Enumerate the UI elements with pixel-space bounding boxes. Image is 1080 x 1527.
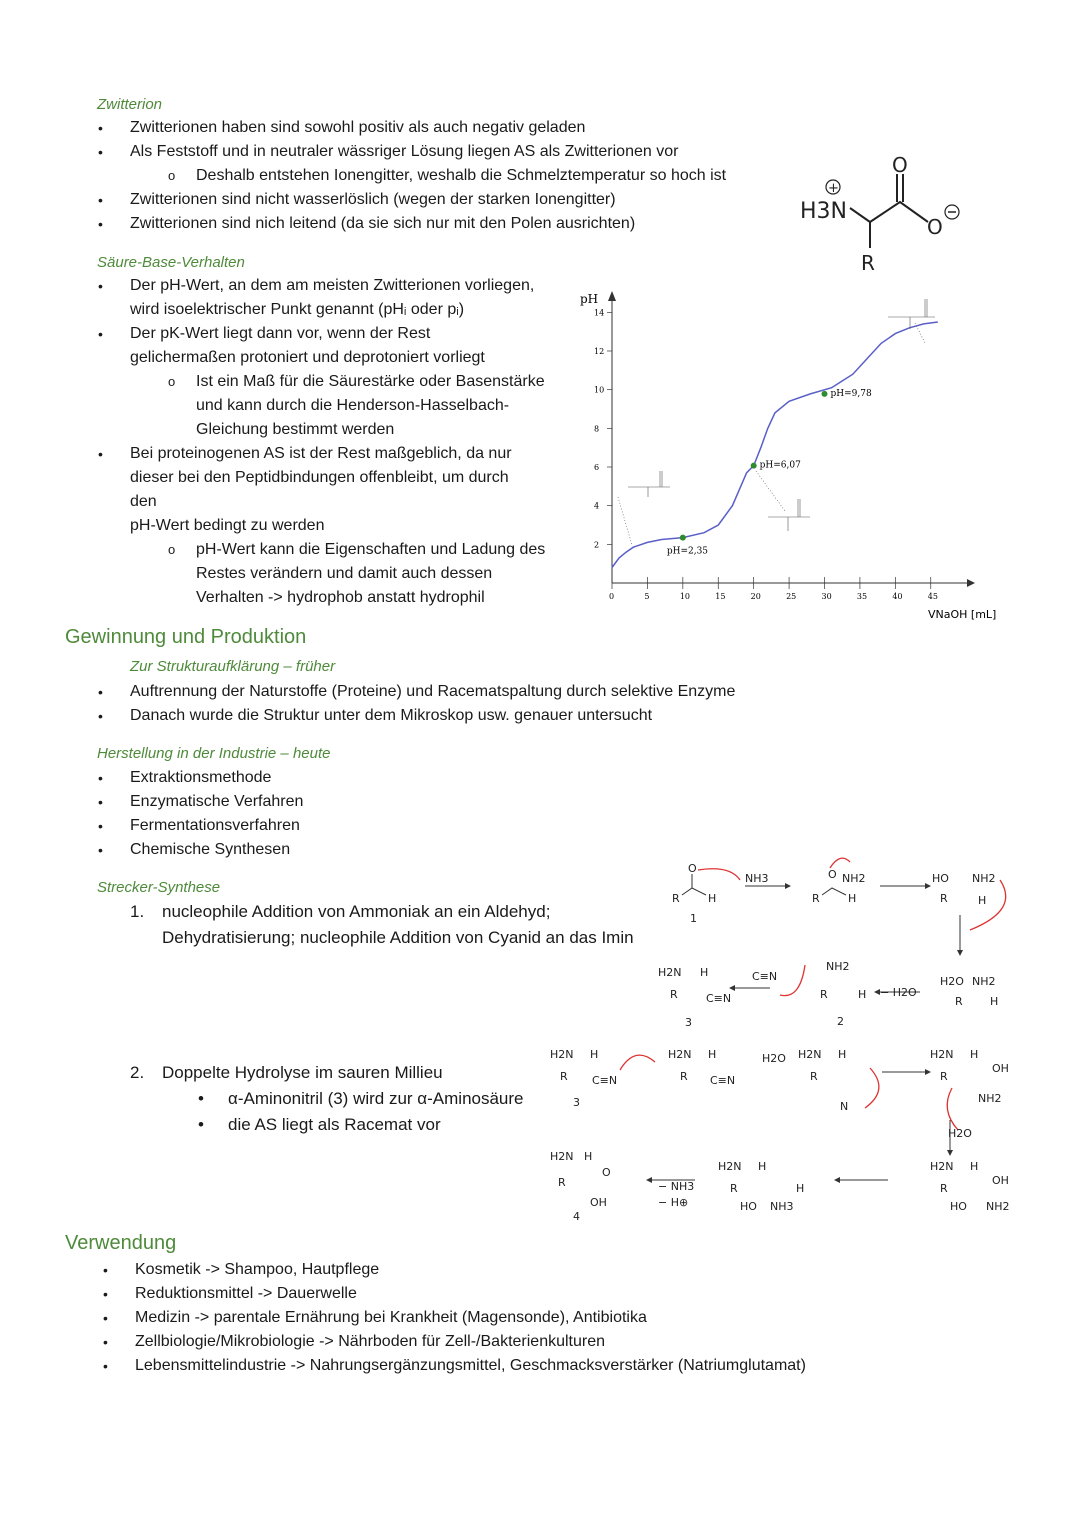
svg-text:H: H <box>758 1160 767 1173</box>
collapse-intermediate <box>718 1160 804 1213</box>
x-tick-label: 35 <box>856 592 868 601</box>
amine-label: H3N <box>800 199 847 224</box>
aminonitrile-start <box>550 1048 617 1109</box>
svg-text:R: R <box>820 988 828 1001</box>
svg-text:H: H <box>990 995 999 1008</box>
zwitterion-item-4: • Zwitterionen sind nich leitend (da sie sich nur mit den Polen ausrichten) <box>130 212 635 236</box>
svg-text:OH: OH <box>992 1062 1009 1075</box>
section-title-saeure-base: Säure-Base-Verhalten <box>97 254 245 271</box>
svg-text:H: H <box>700 966 709 979</box>
svg-text:R: R <box>810 1070 818 1083</box>
subheading-strecker: Strecker-Synthese <box>97 879 221 896</box>
x-tick-label: 20 <box>750 592 761 601</box>
svg-text:R: R <box>812 892 820 905</box>
verwendung-item-4: • Zellbiologie/Mikrobiologie -> Nährboden für Zell-/Bakterienkulturen <box>135 1330 605 1354</box>
svg-text:OH: OH <box>992 1174 1009 1187</box>
x-tick-label: 10 <box>679 592 691 601</box>
svg-text:O: O <box>602 1166 611 1179</box>
strecker-reaction-scheme <box>540 850 1040 1230</box>
saeure-line-6: und kann durch die Henderson-Hasselbach- <box>196 397 510 414</box>
chart-point-3 <box>822 391 828 397</box>
svg-text:NH3: NH3 <box>745 872 769 885</box>
svg-text:H2N: H2N <box>718 1160 742 1173</box>
svg-text:R: R <box>560 1070 568 1083</box>
mini-structure-2 <box>756 471 810 531</box>
svg-text:R: R <box>955 995 963 1008</box>
verwendung-item-5: • Lebensmittelindustrie -> Nahrungsergänzungsmittel, Geschmacksverstärker (Natriumglutamat) <box>135 1354 806 1378</box>
saeure-line-3: • Der pK-Wert liegt dann vor, wenn der Rest <box>130 322 430 346</box>
x-tick-label: 45 <box>927 592 938 601</box>
zwitterion-item-1: • Zwitterionen haben sind sowohl positiv als auch negativ geladen <box>130 116 585 140</box>
svg-text:R: R <box>680 1070 688 1083</box>
strecker-step1-num: 1. <box>130 902 145 921</box>
svg-text:− H2O: − H2O <box>880 986 917 999</box>
svg-text:3: 3 <box>573 1096 580 1109</box>
svg-text:R: R <box>940 892 948 905</box>
r-label: R <box>861 251 875 275</box>
svg-text:O: O <box>828 868 837 881</box>
saeure-line-11: pH-Wert bedingt zu werden <box>130 517 325 534</box>
svg-text:C≡N: C≡N <box>752 970 778 983</box>
svg-text:H: H <box>590 1048 599 1061</box>
titration-curve <box>612 322 938 568</box>
subheading-heute: Herstellung in der Industrie – heute <box>97 745 331 762</box>
svg-text:H: H <box>796 1182 805 1195</box>
heute-item-2: • Enzymatische Verfahren <box>130 790 303 814</box>
svg-text:OH: OH <box>590 1196 607 1209</box>
y-tick-label: 2 <box>594 540 600 550</box>
svg-text:H2N: H2N <box>550 1150 574 1163</box>
svg-text:R: R <box>940 1182 948 1195</box>
mini-structure-1 <box>618 471 670 545</box>
svg-text:HO: HO <box>740 1200 757 1213</box>
svg-text:R: R <box>670 988 678 1001</box>
y-axis-arrow <box>608 291 616 301</box>
carbonyl-o-label: O <box>892 153 908 177</box>
svg-text:NH2: NH2 <box>972 872 996 885</box>
saeure-line-7: Gleichung bestimmt werden <box>196 421 395 438</box>
svg-text:H: H <box>848 892 857 905</box>
svg-text:H: H <box>858 988 867 1001</box>
amide-structure <box>930 1048 1009 1130</box>
zwitterion-structure <box>790 150 970 280</box>
titration-chart <box>570 285 1000 630</box>
hemiaminal-intermediate <box>812 858 866 905</box>
strecker-step2-num: 2. <box>130 1063 145 1082</box>
svg-text:H2N: H2N <box>930 1048 954 1061</box>
frueher-item-2: • Danach wurde die Struktur unter dem Mikroskop usw. genauer untersucht <box>130 704 652 728</box>
svg-text:H: H <box>838 1048 847 1061</box>
imidic-intermediate <box>798 1048 879 1113</box>
x-tick-label: 30 <box>821 592 832 601</box>
strecker-step1-line1: nucleophile Addition von Ammoniak an ein Aldehyd; <box>162 902 551 921</box>
x-tick-label: 40 <box>892 592 903 601</box>
svg-text:NH2: NH2 <box>978 1092 1002 1105</box>
svg-text:HO: HO <box>932 872 949 885</box>
y-tick-label: 6 <box>594 463 600 472</box>
svg-text:− NH3: − NH3 <box>658 1180 695 1193</box>
chart-xlabel: VNaOH [mL] <box>928 608 997 621</box>
subheading-frueher: Zur Strukturaufklärung – früher <box>130 658 336 675</box>
strecker-step2-title: Doppelte Hydrolyse im sauren Millieu <box>162 1063 443 1082</box>
strecker-step1-line2: Dehydratisierung; nucleophile Addition von Cyanid an das Imin <box>162 928 634 947</box>
saeure-line-13: Restes verändern und damit auch dessen <box>196 565 493 582</box>
x-tick-label: 15 <box>715 592 726 601</box>
svg-text:H2O: H2O <box>940 975 964 988</box>
chart-point-2 <box>751 463 757 469</box>
chart-point-label-1: pH=2,35 <box>666 546 709 557</box>
svg-text:H2O: H2O <box>762 1052 786 1065</box>
svg-text:H: H <box>708 1048 717 1061</box>
chart-point-label-3: pH=9,78 <box>830 388 872 399</box>
svg-text:HO: HO <box>950 1200 967 1213</box>
heute-item-4: • Chemische Synthesen <box>130 838 290 862</box>
chart-points <box>667 389 872 557</box>
y-tick-label: 10 <box>594 385 605 395</box>
heute-item-3: • Fermentationsverfahren <box>130 814 300 838</box>
saeure-line-4: gelichermaßen protoniert und deprotoniert vorliegt <box>130 349 485 366</box>
chart-axes <box>608 291 975 587</box>
svg-text:H: H <box>970 1048 979 1061</box>
chart-ticks <box>594 308 938 601</box>
svg-text:H2N: H2N <box>668 1048 692 1061</box>
zwitterion-subitem: o Deshalb entstehen Ionengitter, weshalb die Schmelztemperatur so hoch ist <box>196 164 726 188</box>
saeure-line-2: wird isoelektrischer Punkt genannt (pHᵢ oder pᵢ) <box>130 301 465 318</box>
svg-text:H: H <box>970 1160 979 1173</box>
x-tick-label: 5 <box>644 592 650 601</box>
saeure-line-9: dieser bei den Peptidbindungen offenbleibt, um durch <box>130 469 509 486</box>
verwendung-item-1: • Kosmetik -> Shampoo, Hautpflege <box>135 1258 379 1282</box>
saeure-line-5: o Ist ein Maß für die Säurestärke oder Basenstärke <box>196 370 545 394</box>
svg-text:+: + <box>828 181 839 196</box>
y-tick-label: 4 <box>594 501 600 511</box>
saeure-line-14: Verhalten -> hydrophob anstatt hydrophil <box>196 589 485 606</box>
svg-text:C≡N: C≡N <box>706 992 732 1005</box>
svg-text:R: R <box>558 1176 566 1189</box>
chart-point-1 <box>680 535 686 541</box>
svg-text:− H⊕: − H⊕ <box>658 1196 689 1209</box>
svg-text:4: 4 <box>573 1210 580 1223</box>
x-tick-label: 25 <box>786 592 797 601</box>
heading-gewinnung: Gewinnung und Produktion <box>65 626 307 648</box>
svg-text:NH2: NH2 <box>986 1200 1010 1213</box>
strecker-step2-item-1: • α-Aminonitril (3) wird zur α-Aminosäure <box>198 1089 524 1108</box>
x-tick-label: 0 <box>609 592 615 601</box>
verwendung-item-2: • Reduktionsmittel -> Dauerwelle <box>135 1282 357 1306</box>
chart-point-label-2: pH=6,07 <box>759 460 801 471</box>
strecker-step2-item-2: • die AS liegt als Racemat vor <box>198 1115 441 1134</box>
svg-text:NH2: NH2 <box>842 872 866 885</box>
svg-text:C≡N: C≡N <box>710 1074 736 1087</box>
saeure-line-1: • Der pH-Wert, an dem am meisten Zwitterionen vorliegen, <box>130 274 534 298</box>
svg-text:R: R <box>940 1070 948 1083</box>
y-tick-label: 8 <box>594 424 600 434</box>
heute-item-1: • Extraktionsmethode <box>130 766 271 790</box>
svg-text:R: R <box>730 1182 738 1195</box>
svg-text:H2O: H2O <box>948 1127 972 1140</box>
svg-text:O: O <box>688 862 697 875</box>
svg-text:R: R <box>672 892 680 905</box>
svg-text:2: 2 <box>837 1015 844 1028</box>
aminoalcohol-structure <box>932 872 1006 930</box>
amino-acid-product <box>550 1150 611 1223</box>
saeure-line-8: • Bei proteinogenen AS ist der Rest maßgeblich, da nur <box>130 442 512 466</box>
verwendung-item-3: • Medizin -> parentale Ernährung bei Krankheit (Magensonde), Antibiotika <box>135 1306 647 1330</box>
saeure-line-10: den <box>130 493 157 510</box>
imine-structure <box>780 960 866 1028</box>
svg-text:NH2: NH2 <box>826 960 850 973</box>
svg-text:3: 3 <box>685 1016 692 1029</box>
aldehyde-structure <box>672 862 740 925</box>
zwitterion-item-3: • Zwitterionen sind nicht wasserlöslich (wegen der starken Ionengitter) <box>130 188 616 212</box>
svg-text:C≡N: C≡N <box>592 1074 618 1087</box>
svg-text:1: 1 <box>690 912 697 925</box>
section-title-zwitterion: Zwitterion <box>97 96 163 113</box>
saeure-line-12: o pH-Wert kann die Eigenschaften und Ladung des <box>196 538 545 562</box>
protonated-nitrile <box>668 1048 786 1087</box>
svg-text:O: O <box>927 215 943 239</box>
frueher-item-1: • Auftrennung der Naturstoffe (Proteine) und Racematspaltung durch selektive Enzyme <box>130 680 735 704</box>
tetrahedral-intermediate <box>930 1160 1010 1213</box>
y-tick-label: 12 <box>594 347 605 356</box>
iminium-structure <box>940 975 998 1008</box>
svg-text:H2N: H2N <box>658 966 682 979</box>
svg-text:H2N: H2N <box>798 1048 822 1061</box>
mini-structure-3 <box>888 299 935 343</box>
zwitterion-item-2: • Als Feststoff und in neutraler wässriger Lösung liegen AS als Zwitterionen vor <box>130 140 678 164</box>
x-axis-arrow <box>967 579 975 587</box>
svg-text:NH3: NH3 <box>770 1200 794 1213</box>
svg-text:H: H <box>708 892 717 905</box>
svg-text:H2N: H2N <box>550 1048 574 1061</box>
svg-text:N: N <box>840 1100 849 1113</box>
svg-text:H2N: H2N <box>930 1160 954 1173</box>
svg-text:H: H <box>584 1150 593 1163</box>
aminonitrile-structure <box>658 966 731 1029</box>
svg-text:NH2: NH2 <box>972 975 996 988</box>
chart-ylabel: pH <box>580 292 599 306</box>
svg-text:H: H <box>978 894 987 907</box>
y-tick-label: 14 <box>594 308 605 318</box>
heading-verwendung: Verwendung <box>65 1232 177 1254</box>
